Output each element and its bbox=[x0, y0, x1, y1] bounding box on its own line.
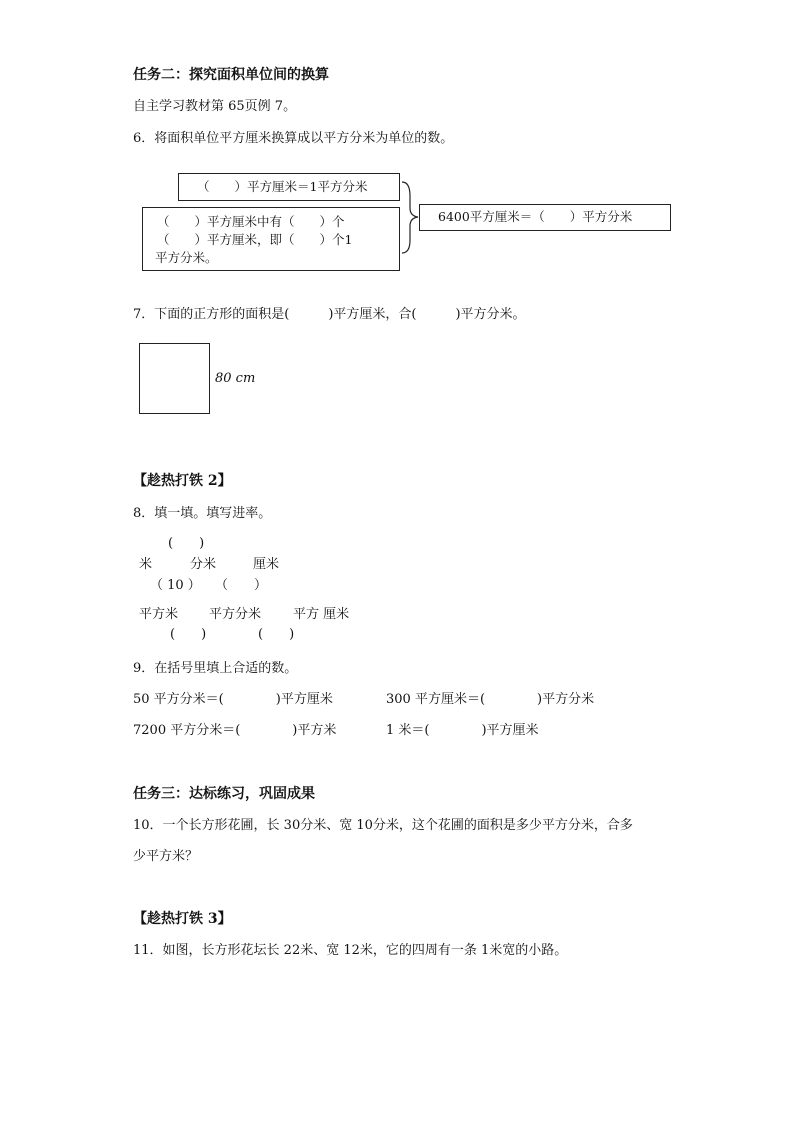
q9-item-1: 50 平方分米＝( )平方厘米 bbox=[133, 692, 333, 707]
q8-unit-sq-centimeter: 平方 厘米 bbox=[293, 607, 350, 622]
task3-heading: 任务三：达标练习，巩固成果 bbox=[133, 786, 315, 802]
q8-text: 8．填一填。填写进率。 bbox=[133, 506, 272, 521]
q6-left-box-line-3: 平方分米。 bbox=[155, 250, 218, 265]
q8-row2-blank-2: ( ) bbox=[258, 627, 295, 642]
q8-unit-meter: 米 bbox=[139, 557, 153, 572]
q6-right-box-text: 6400平方厘米＝（ ）平方分米 bbox=[438, 209, 633, 224]
q10-line-1: 10．一个长方形花圃，长 30分米、宽 10分米，这个花圃的面积是多少平方分米，合多 bbox=[133, 818, 633, 833]
q9-item-3: 7200 平方分米＝( )平方米 bbox=[133, 723, 337, 738]
q9-text: 9．在括号里填上合适的数。 bbox=[133, 661, 298, 676]
q8-unit-sq-meter: 平方米 bbox=[139, 607, 179, 622]
q6-brace bbox=[402, 182, 418, 253]
q6-top-box bbox=[178, 173, 400, 201]
q9-item-4: 1 米＝( )平方厘米 bbox=[386, 723, 539, 738]
q8-rate-1: （ 10 ） bbox=[150, 578, 201, 593]
q10-line-2: 少平方米？ bbox=[133, 849, 199, 864]
q9-item-2: 300 平方厘米＝( )平方分米 bbox=[386, 692, 595, 707]
q7-side-label: 80 cm bbox=[215, 371, 256, 386]
q11-text: 11．如图，长方形花坛长 22米、宽 12米，它的四周有一条 1米宽的小路。 bbox=[133, 943, 568, 958]
practice2-heading: 【趁热打铁 2】 bbox=[133, 473, 232, 489]
q8-row2-blank-1: ( ) bbox=[170, 627, 207, 642]
q6-text: 6．将面积单位平方厘米换算成以平方分米为单位的数。 bbox=[133, 131, 454, 146]
q7-text: 7．下面的正方形的面积是( )平方厘米，合( )平方分米。 bbox=[133, 307, 526, 322]
q6-top-box-text: （ ）平方厘米＝1平方分米 bbox=[197, 179, 368, 194]
q6-right-box bbox=[419, 204, 671, 231]
q8-rate-2: （ ） bbox=[215, 578, 268, 593]
q8-unit-centimeter: 厘米 bbox=[253, 557, 280, 572]
q8-unit-decimeter: 分米 bbox=[190, 557, 217, 572]
self-study-text: 自主学习教材第 65页例 7。 bbox=[133, 99, 297, 114]
q6-left-box-line-2: （ ）平方厘米，即（ ）个1 bbox=[157, 232, 353, 247]
q8-row1-top-blank: ( ) bbox=[168, 536, 205, 551]
q6-left-box-line-1: （ ）平方厘米中有（ ）个 bbox=[157, 214, 345, 229]
q7-square bbox=[139, 343, 210, 414]
task2-heading: 任务二：探究面积单位间的换算 bbox=[133, 67, 329, 83]
q8-unit-sq-decimeter: 平方分米 bbox=[209, 607, 262, 622]
q6-left-box bbox=[142, 207, 400, 271]
practice3-heading: 【趁热打铁 3】 bbox=[133, 911, 232, 927]
